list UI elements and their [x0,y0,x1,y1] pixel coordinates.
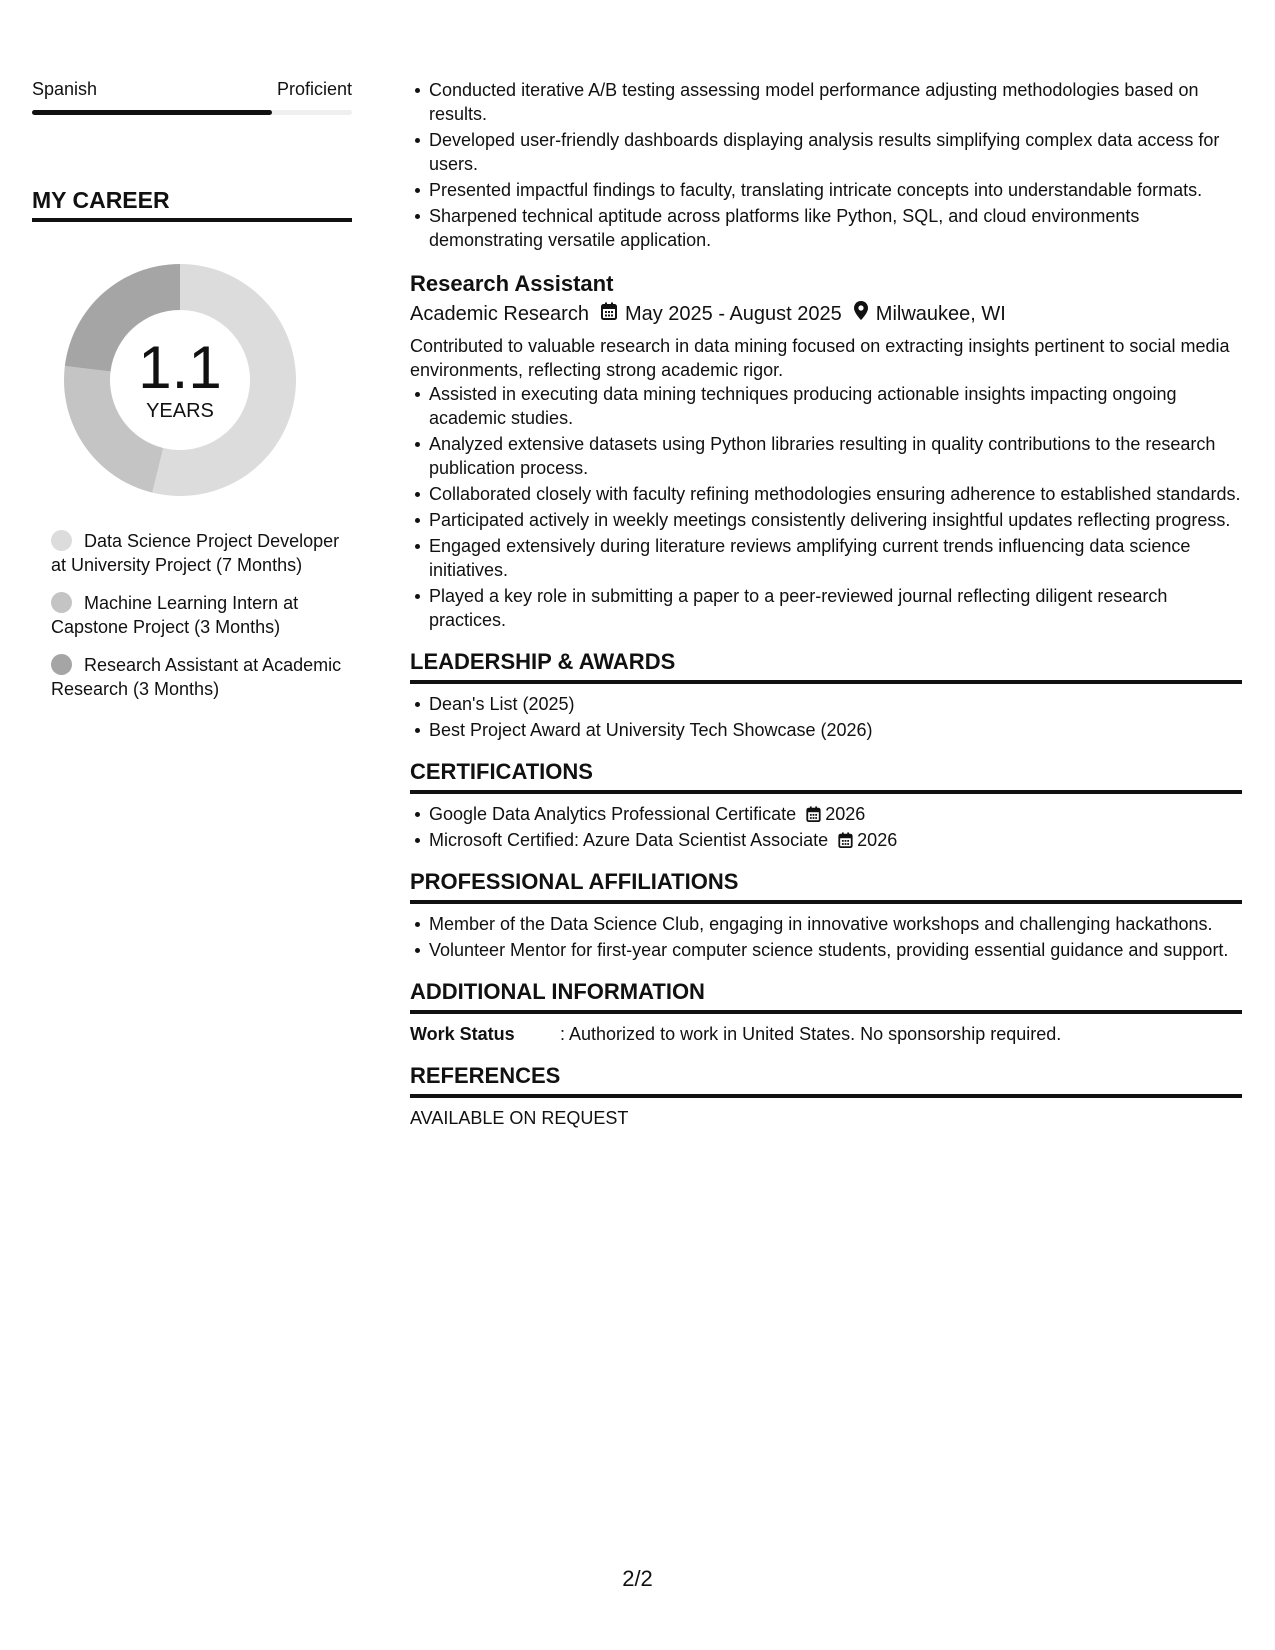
career-legend [32,529,352,701]
calendar-icon [838,832,853,848]
certifications-list [410,802,1242,852]
donut-center-label [55,255,305,505]
legend-item [51,529,352,577]
language-name: Spanish [32,79,98,99]
list-item: Engaged extensively during literature reviews amplifying current trends influencing data science initiatives. [429,534,1242,582]
legend-item [51,591,352,639]
career-heading: MY CAREER [32,185,352,222]
legend-label: Machine Learning Intern at Capstone Project (3 Months) [51,593,299,637]
main-content [410,78,1242,1130]
career-total-unit: YEARS [146,400,214,422]
job-description: Contributed to valuable research in data mining focused on extracting insights pertinent to social media environments, reflecting strong academic rigor. [410,336,1230,380]
work-status-value: : Authorized to work in United States. No sponsorship required. [560,1024,1062,1044]
legend-dot [51,592,72,613]
list-item: Played a key role in submitting a paper to a peer-reviewed journal reflecting diligent research practices. [429,584,1242,632]
list-item: Participated actively in weekly meetings consistently delivering insightful updates reflecting progress. [429,508,1242,532]
page-number: 2/2 [622,1566,653,1591]
list-item: Best Project Award at University Tech Showcase (2026) [429,718,1242,742]
previous-job-bullets [410,78,1242,252]
certifications-heading: CERTIFICATIONS [410,758,1242,794]
language-proficiency-fill [32,110,272,115]
additional-info-heading: ADDITIONAL INFORMATION [410,978,1242,1014]
work-status-row [410,1022,1242,1046]
list-item [429,828,1242,852]
calendar-icon [601,300,617,328]
list-item: Sharpened technical aptitude across platforms like Python, SQL, and cloud environments demonstrating versatile application. [429,204,1242,252]
calendar-icon [806,806,821,822]
list-item: Presented impactful findings to faculty, translating intricate concepts into understandable formats. [429,178,1242,202]
affiliations-heading: PROFESSIONAL AFFILIATIONS [410,868,1242,904]
job-title: Research Assistant [410,271,614,296]
legend-item [51,653,352,701]
certification-year-wrap [838,830,897,850]
list-item: Developed user-friendly dashboards displaying analysis results simplifying complex data access for users. [429,128,1242,176]
language-level: Proficient [276,79,352,99]
certification-name: Google Data Analytics Professional Certificate [429,804,797,824]
job-company: Academic Research [410,303,589,325]
references-text: AVAILABLE ON REQUEST [410,1108,629,1128]
legend-dot [51,530,72,551]
sidebar [32,78,352,715]
list-item: Conducted iterative A/B testing assessing model performance adjusting methodologies based on results. [429,78,1242,126]
list-item: Collaborated closely with faculty refining methodologies ensuring adherence to established standards. [429,484,1241,504]
list-item: Member of the Data Science Club, engaging in innovative workshops and challenging hackathons. [429,912,1242,936]
language-proficiency-bar [32,110,352,115]
job-location: Milwaukee, WI [875,303,1006,325]
certification-year: 2026 [857,830,898,850]
certification-name: Microsoft Certified: Azure Data Scientist Associate [429,830,829,850]
career-total-value: 1.1 [138,334,222,401]
job-dates: May 2025 - August 2025 [624,303,842,325]
leadership-heading: LEADERSHIP & AWARDS [410,648,1242,684]
list-item: Analyzed extensive datasets using Python libraries resulting in quality contributions to the research publication process. [429,432,1242,480]
legend-label: Data Science Project Developer at University Project (7 Months) [51,531,340,575]
location-pin-icon [854,300,868,328]
work-status-label: Work Status [410,1024,515,1044]
list-item [429,802,1242,826]
career-donut-chart [55,255,305,505]
job-bullets [410,382,1242,632]
leadership-list [410,692,1242,742]
legend-label: Research Assistant at Academic Research (3 Months) [51,655,342,699]
affiliations-list [410,912,1242,962]
legend-dot [51,654,72,675]
language-row [32,78,352,100]
job-meta [410,300,1242,328]
certification-year-wrap [806,804,865,824]
references-heading: REFERENCES [410,1062,1242,1098]
list-item: Assisted in executing data mining techniques producing actionable insights impacting ongoing academic studies. [429,382,1242,430]
list-item: Dean's List (2025) [429,692,1242,716]
list-item: Volunteer Mentor for first-year computer science students, providing essential guidance and support. [429,938,1242,962]
certification-year: 2026 [825,804,866,824]
